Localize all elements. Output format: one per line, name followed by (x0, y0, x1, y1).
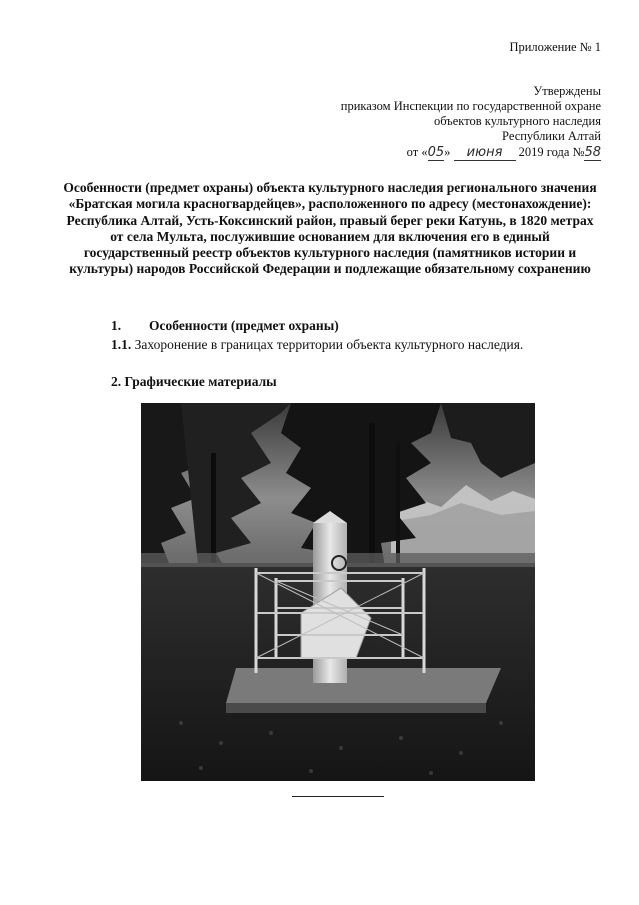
approval-line-3: объектов культурного наследия (434, 114, 601, 128)
section-1-title: Особенности (предмет охраны) (149, 318, 339, 333)
section-1-1-text: Захоронение в границах территории объекта культурного наследия. (134, 337, 524, 352)
appendix-label: Приложение № 1 (509, 40, 601, 54)
section-1-1 (111, 337, 523, 353)
section-2-heading: 2. Графические материалы (111, 374, 277, 389)
section-1-number: 1. (111, 318, 122, 333)
approval-line-4: Республики Алтай (502, 129, 601, 143)
document-title: Особенности (предмет охраны) объекта культурного наследия регионального значения «Братская могила красногвардейцев», расположенного по адресу (местонахождение): Республика Алтай, Усть-Коксинский район, правый берег реки Катунь, в 1820 метрах от села Мульта, послужившие основанием для включения его в единый государственный реестр объектов культурного наследия (памятников истории и культуры) народов Российской Федерации и подлежащие обязательному сохранению (63, 180, 597, 277)
order-quote-close: » (444, 145, 451, 159)
section-1-1-number: 1.1. (111, 337, 132, 352)
monument-photo-graphic (141, 403, 535, 781)
approval-line-1: Утверждены (533, 84, 601, 98)
order-day-handwritten: 05 (427, 145, 445, 160)
order-year-text: 2019 года № (518, 145, 585, 159)
end-of-document-line (292, 796, 384, 797)
approval-block (341, 84, 601, 161)
section-1-heading (111, 318, 339, 334)
monument-photo (141, 403, 535, 781)
order-date-line (341, 145, 601, 161)
order-number-handwritten: 58 (584, 145, 601, 160)
approval-line-2: приказом Инспекции по государственной охране (340, 99, 601, 113)
order-month-handwritten: июня (454, 145, 516, 161)
order-prefix: от « (406, 145, 428, 159)
